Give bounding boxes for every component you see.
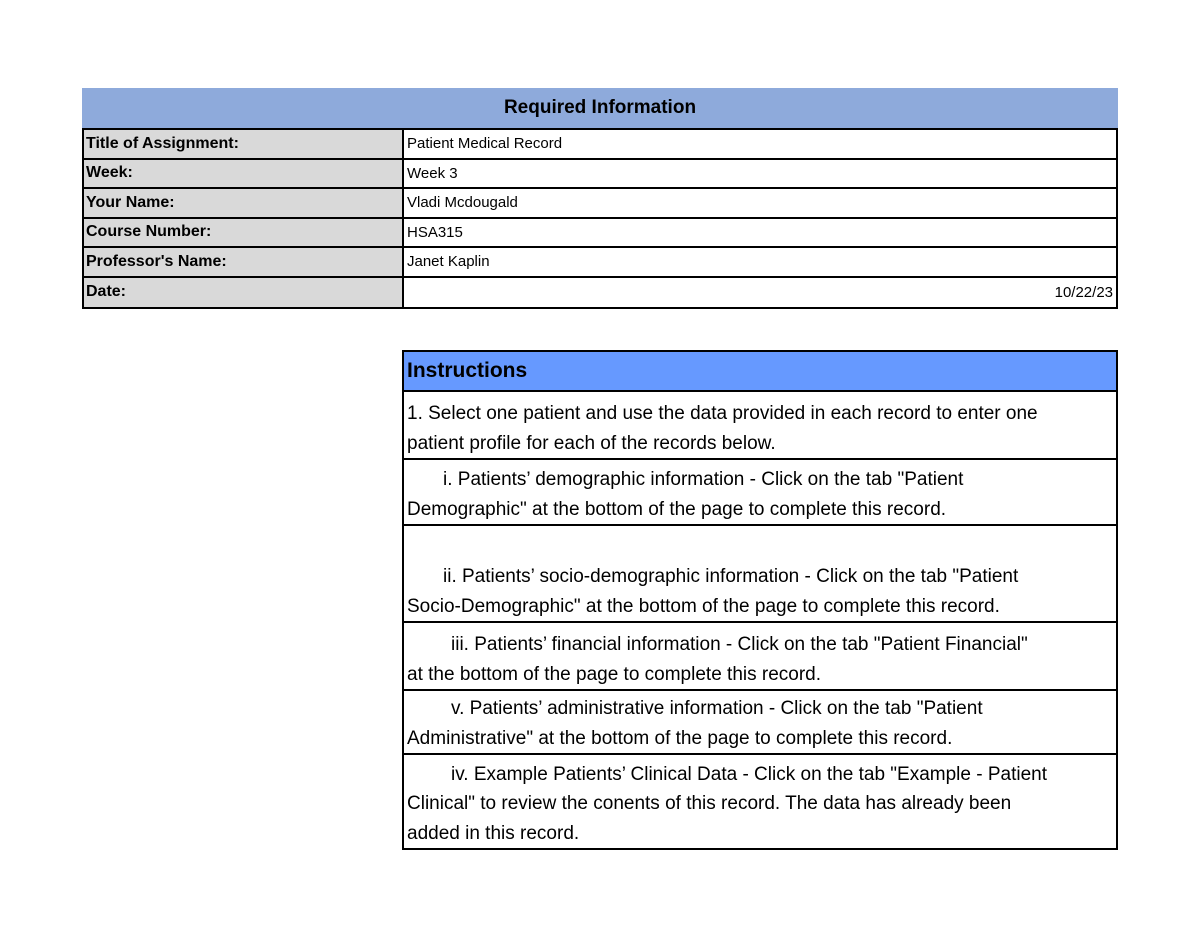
instructions-table <box>402 350 1118 850</box>
instruction-socio-demographic <box>404 526 1116 623</box>
label-course-number: Course Number: <box>84 219 404 247</box>
value-title-of-assignment[interactable]: Patient Medical Record <box>407 135 563 153</box>
value-week[interactable]: Week 3 <box>407 164 458 182</box>
value-date[interactable]: 10/22/23 <box>1054 283 1113 301</box>
instruction-financial-line2: at the bottom of the page to complete this record. <box>407 663 822 685</box>
instruction-financial <box>404 623 1116 691</box>
label-title-of-assignment: Title of Assignment: <box>84 130 404 158</box>
required-information-header: Required Information <box>82 88 1118 128</box>
instruction-clinical-line3: added in this record. <box>407 822 580 844</box>
instruction-demographic-line1: i. Patients’ demographic information - Click on the tab "Patient <box>443 469 964 490</box>
label-week: Week: <box>84 160 404 188</box>
instructions-header: Instructions <box>404 352 1116 392</box>
instruction-socio-demographic-line1: ii. Patients’ socio-demographic information - Click on the tab "Patient <box>443 566 1019 587</box>
instruction-demographic <box>404 460 1116 526</box>
instruction-demographic-line2: Demographic" at the bottom of the page to complete this record. <box>407 498 947 520</box>
label-professors-name: Professor's Name: <box>84 248 404 276</box>
instruction-administrative-line2: Administrative" at the bottom of the page to complete this record. <box>407 727 953 749</box>
row-course-number <box>84 219 1116 249</box>
instruction-clinical-line1: iv. Example Patients’ Clinical Data - Click on the tab "Example - Patient <box>451 763 1047 785</box>
row-title-of-assignment <box>84 130 1116 160</box>
value-course-number[interactable]: HSA315 <box>407 223 463 241</box>
required-information-rows <box>82 128 1118 309</box>
value-your-name[interactable]: Vladi Mcdougald <box>407 194 518 212</box>
required-information-table <box>82 88 1118 309</box>
row-date <box>84 278 1116 308</box>
instruction-administrative-line1: v. Patients’ administrative information - Click on the tab "Patient <box>451 698 983 719</box>
row-your-name <box>84 189 1116 219</box>
instruction-clinical <box>404 755 1116 848</box>
label-date: Date: <box>84 278 404 308</box>
label-your-name: Your Name: <box>84 189 404 217</box>
instruction-step-1-line2: patient profile for each of the records below. <box>407 432 776 454</box>
instruction-socio-demographic-line2: Socio-Demographic" at the bottom of the page to complete this record. <box>407 595 1000 617</box>
instruction-step-1 <box>404 392 1116 460</box>
row-week <box>84 160 1116 190</box>
instruction-administrative <box>404 691 1116 755</box>
instruction-step-1-line1: 1. Select one patient and use the data provided in each record to enter one <box>407 403 1038 424</box>
instruction-financial-line1: iii. Patients’ financial information - Click on the tab "Patient Financial" <box>451 634 1028 655</box>
instruction-clinical-line2: Clinical" to review the conents of this record. The data has already been <box>407 793 1012 814</box>
value-professors-name[interactable]: Janet Kaplin <box>407 253 490 271</box>
row-professors-name <box>84 248 1116 278</box>
